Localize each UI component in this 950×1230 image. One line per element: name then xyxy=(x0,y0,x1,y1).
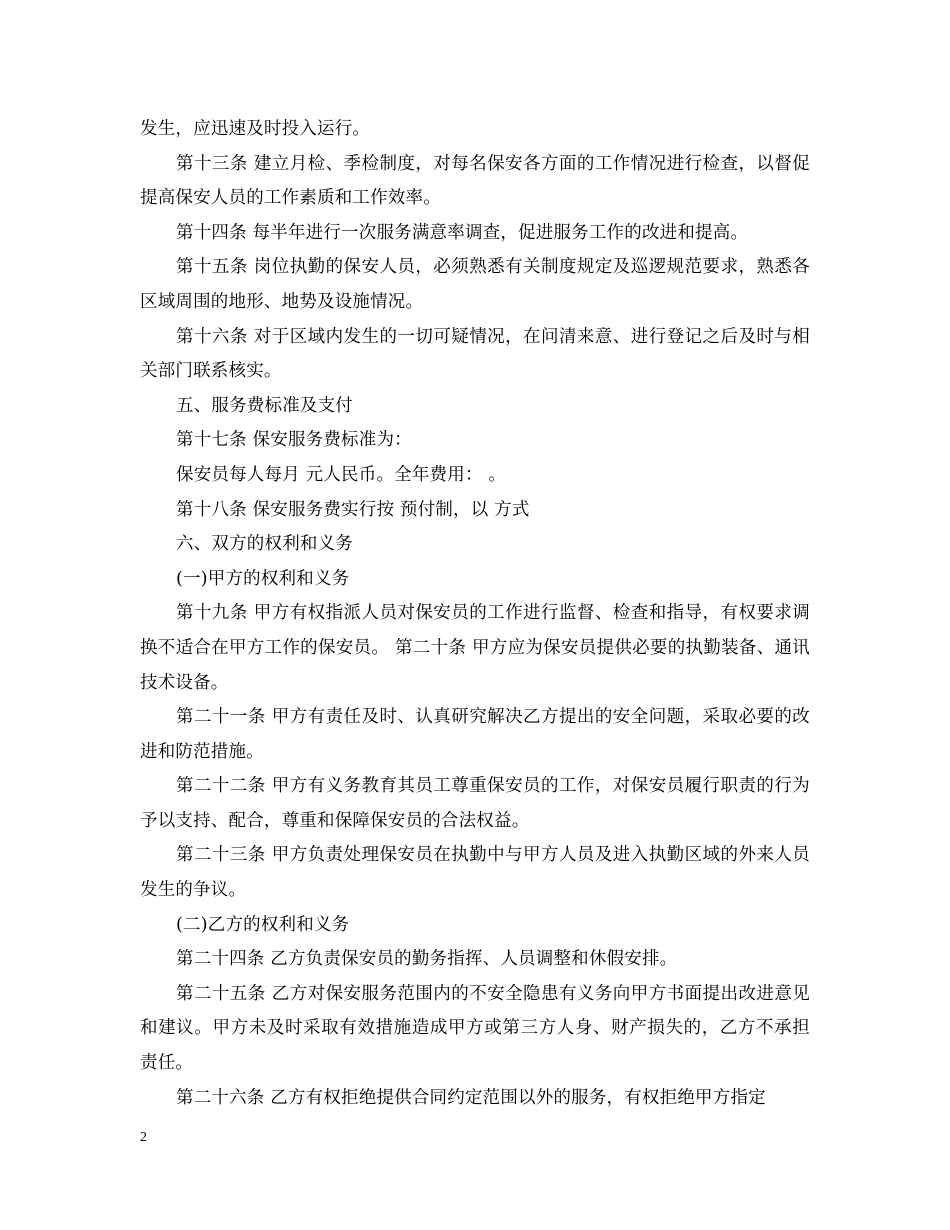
paragraph: 第十四条 每半年进行一次服务满意率调查，促进服务工作的改进和提高。 xyxy=(176,222,749,243)
paragraph: 第十九条 甲方有权指派人员对保安员的工作进行监督、检查和指导，有权要求调换不适合在甲方工作的保安员。 第二十条 甲方应为保安员提供必要的执勤装备、通讯技术设备。 xyxy=(140,603,810,693)
paragraph: 第二十三条 甲方负责处理保安员在执勤中与甲方人员及进入执勤区域的外来人员发生的争议。 xyxy=(140,845,810,901)
page-number: 2 xyxy=(140,1130,147,1145)
paragraph: 第二十五条 乙方对保安服务范围内的不安全隐患有义务向甲方书面提出改进意见和建议。甲方未及时采取有效措施造成甲方或第三方人身、财产损失的，乙方不承担责任。 xyxy=(140,983,810,1074)
subsection-heading: (一)甲方的权利和义务 xyxy=(176,568,350,589)
paragraph: 第二十二条 甲方有义务教育其员工尊重保安员的工作，对保安员履行职责的行为予以支持、配合，尊重和保障保安员的合法权益。 xyxy=(140,776,810,831)
paragraph: 发生，应迅速及时投入运行。 xyxy=(140,119,371,139)
paragraph: 第十八条 保安服务费实行按 预付制，以 方式 xyxy=(176,499,530,520)
section-heading: 六、双方的权利和义务 xyxy=(176,534,353,555)
document-body xyxy=(140,112,810,1115)
paragraph: 第十六条 对于区域内发生的一切可疑情况，在问清来意、进行登记之后及时与相关部门联系核实。 xyxy=(140,326,810,382)
paragraph: 第十五条 岗位执勤的保安人员，必须熟悉有关制度规定及巡逻规范要求，熟悉各区域周围的地形、地势及设施情况。 xyxy=(140,257,810,312)
paragraph: 第二十四条 乙方负责保安员的勤务指挥、人员调整和休假安排。 xyxy=(176,949,678,970)
paragraph: 第二十一条 甲方有责任及时、认真研究解决乙方提出的安全问题，采取必要的改进和防范措施。 xyxy=(140,707,810,762)
section-heading: 五、服务费标准及支付 xyxy=(176,395,353,416)
paragraph: 第十三条 建立月检、季检制度，对每名保安各方面的工作情况进行检查，以督促提高保安人员的工作素质和工作效率。 xyxy=(140,153,810,209)
paragraph: 保安员每人每月 元人民币。全年费用： 。 xyxy=(176,464,507,485)
paragraph: 第十七条 保安服务费标准为： xyxy=(176,430,412,451)
subsection-heading: (二)乙方的权利和义务 xyxy=(176,914,350,935)
paragraph: 第二十六条 乙方有权拒绝提供合同约定范围以外的服务，有权拒绝甲方指定 xyxy=(176,1087,766,1108)
